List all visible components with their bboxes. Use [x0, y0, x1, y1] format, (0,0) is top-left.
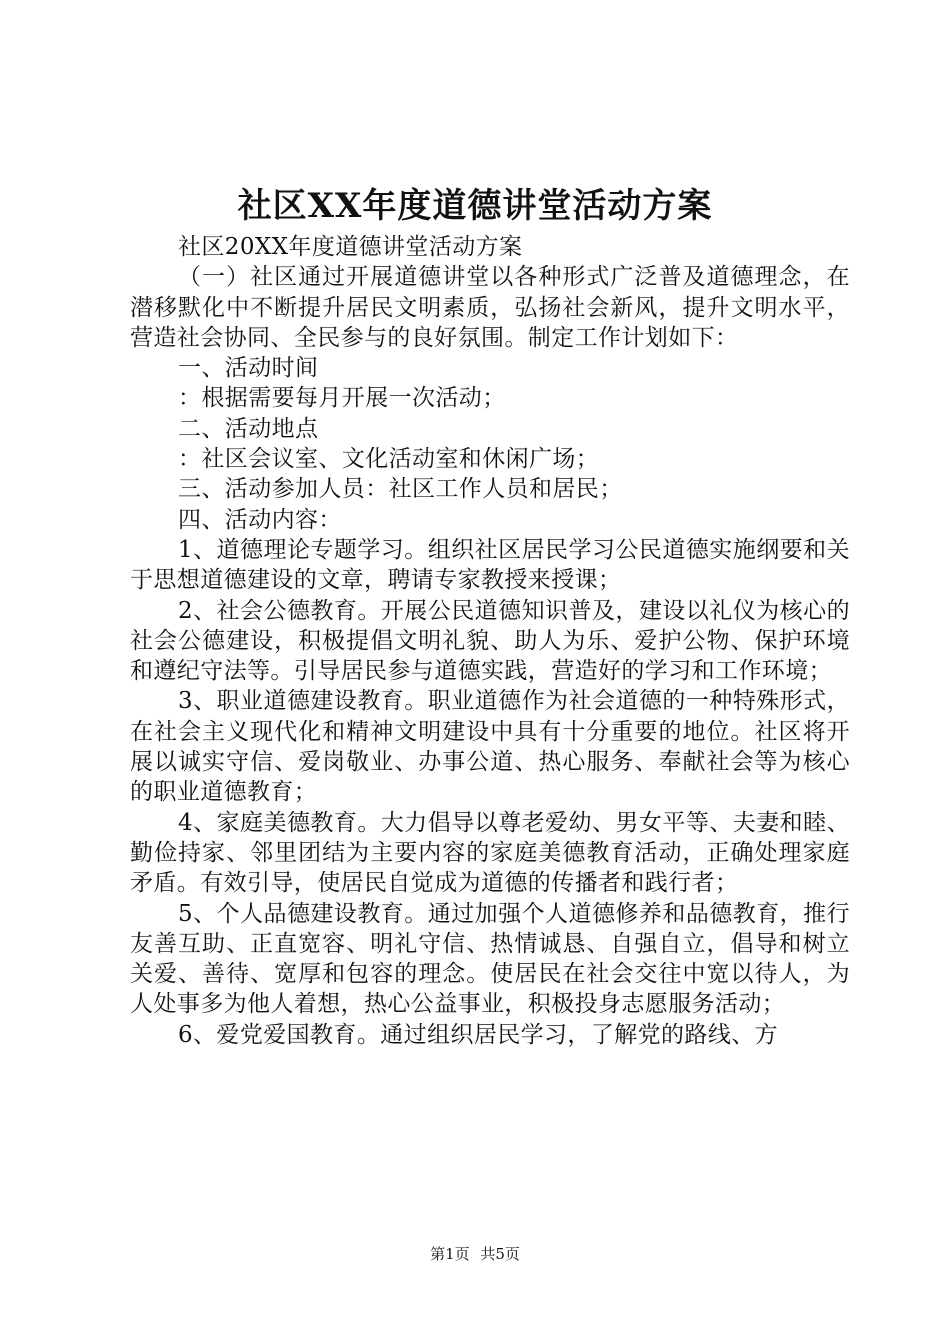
page-footer — [0, 1243, 950, 1265]
paragraph: 4、家庭美德教育。大力倡导以尊老爱幼、男女平等、夫妻和睦、勤俭持家、邻里团结为主要内容的家庭美德教育活动，正确处理家庭矛盾。有效引导，使居民自觉成为道德的传播者和践行者； — [130, 809, 850, 897]
page-total: 共5页 — [480, 1245, 520, 1263]
paragraph: 3、职业道德建设教育。职业道德作为社会道德的一种特殊形式，在社会主义现代化和精神文明建设中具有十分重要的地位。社区将开展以诚实守信、爱岗敬业、办事公道、热心服务、奉献社会等为核心的职业道德教育； — [130, 688, 850, 806]
paragraph: （一）社区通过开展道德讲堂以各种形式广泛普及道德理念，在潜移默化中不断提升居民文明素质，弘扬社会新风，提升文明水平，营造社会协同、全民参与的良好氛围。制定工作计划如下： — [130, 264, 850, 351]
paragraph: 三、活动参加人员：社区工作人员和居民； — [178, 476, 623, 503]
paragraph: 6、爱党爱国教育。通过组织居民学习，了解党的路线、方 — [178, 1021, 779, 1048]
paragraph: ：社区会议室、文化活动室和休闲广场； — [178, 446, 600, 473]
page-number: 第1页 — [430, 1245, 470, 1263]
paragraph: 一、活动时间 — [178, 355, 319, 382]
paragraph: 四、活动内容： — [178, 506, 342, 533]
paragraph: 1、道德理论专题学习。组织社区居民学习公民道德实施纲要和关于思想道德建设的文章，聘请专家教授来授课； — [130, 536, 850, 594]
document-title: 社区XX年度道德讲堂活动方案 — [237, 186, 713, 226]
paragraph: 二、活动地点 — [178, 415, 319, 442]
paragraph: 社区20XX年度道德讲堂活动方案 — [178, 234, 523, 260]
document-body — [130, 232, 850, 1050]
paragraph: 2、社会公德教育。开展公民道德知识普及，建设以礼仪为核心的社会公德建设，积极提倡文明礼貌、助人为乐、爱护公物、保护环境和遵纪守法等。引导居民参与道德实践，营造好的学习和工作环境； — [130, 597, 850, 685]
paragraph: 5、个人品德建设教育。通过加强个人道德修养和品德教育，推行友善互助、正直宽容、明礼守信、热情诚恳、自强自立，倡导和树立关爱、善待、宽厚和包容的理念。使居民在社会交往中宽以待人，为人处事多为他人着想，热心公益事业，积极投身志愿服务活动； — [130, 900, 850, 1018]
paragraph: ：根据需要每月开展一次活动； — [178, 385, 506, 412]
